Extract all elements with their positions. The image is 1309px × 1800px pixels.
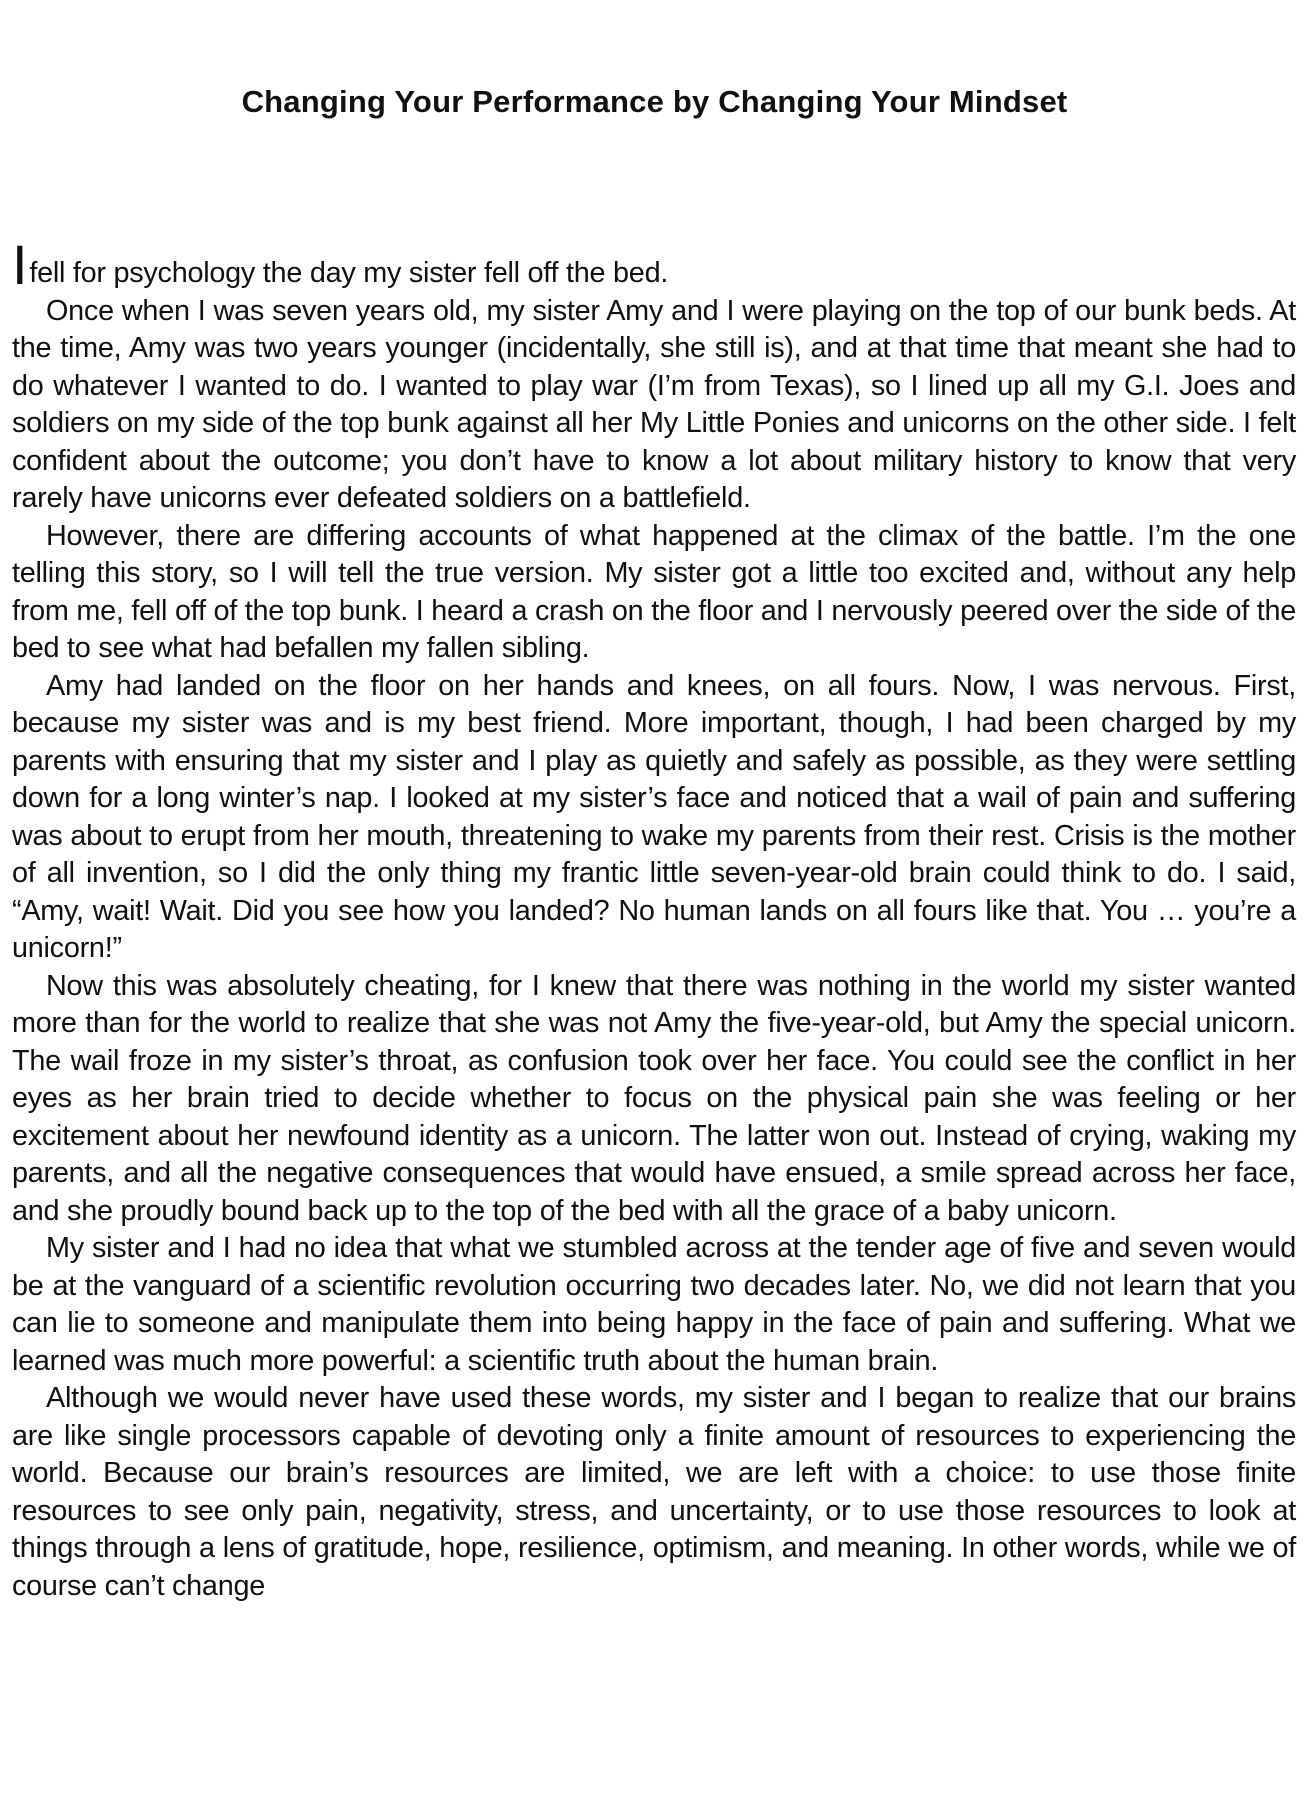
paragraph: However, there are differing accounts of what happened at the climax of the battle. I’m the one telling this story, so I will tell the true version. My sister got a little too excited and, without any help from me, fell off of the top bunk. I heard a crash on the floor and I nervously peered over the side of the bed to see what had befallen my fallen sibling. xyxy=(12,519,1296,664)
paragraph: My sister and I had no idea that what we stumbled across at the tender age of five and seven would be at the vanguard of a scientific revolution occurring two decades later. No, we did not learn that you can lie to someone and manipulate them into being happy in the face of pain and suffering. What we learned was much more powerful: a scientific truth about the human brain. xyxy=(12,1232,1296,1377)
paragraph: Now this was absolutely cheating, for I knew that there was nothing in the world my sister wanted more than for the world to realize that she was not Amy the five-year-old, but Amy the special unicorn. The wail froze in my sister’s throat, as confusion took over her face. You could see the conflict in her eyes as her brain tried to decide whether to focus on the physical pain she was feeling or her excitement about her newfound identity as a unicorn. The latter won out. Instead of crying, waking my parents, and all the negative consequences that would have ensued, a smile spread across her face, and she proudly bound back up to the top of the bed with all the grace of a baby unicorn. xyxy=(12,969,1296,1227)
opening-sentence: fell for psychology the day my sister fell off the bed. xyxy=(29,257,669,289)
opening-paragraph xyxy=(12,233,1296,296)
body-text xyxy=(12,233,1296,1605)
paragraph: Once when I was seven years old, my sister Amy and I were playing on the top of our bunk beds. At the time, Amy was two years younger (incidentally, she still is), and at that time that meant she had to do whatever I wanted to do. I wanted to play war (I’m from Texas), so I lined up all my G.I. Joes and soldiers on my side of the top bunk against all her My Little Ponies and unicorns on the other side. I felt confident about the outcome; you don’t have to know a lot about military history to know that very rarely have unicorns ever defeated soldiers on a battlefield. xyxy=(12,294,1296,514)
page-title: Changing Your Performance by Changing Your Mindset xyxy=(241,84,1068,119)
drop-cap: I xyxy=(12,233,28,296)
paragraph: Although we would never have used these words, my sister and I began to realize that our brains are like single processors capable of devoting only a finite amount of resources to experiencing the world. Because our brain’s resources are limited, we are left with a choice: to use those finite resources to see only pain, negativity, stress, and uncertainty, or to use those resources to look at things through a lens of gratitude, hope, resilience, optimism, and meaning. In other words, while we of course can’t change xyxy=(12,1382,1296,1602)
paragraph: Amy had landed on the floor on her hands and knees, on all fours. Now, I was nervous. First, because my sister was and is my best friend. More important, though, I had been charged by my parents with ensuring that my sister and I play as quietly and safely as possible, as they were settling down for a long winter’s nap. I looked at my sister’s face and noticed that a wail of pain and suffering was about to erupt from her mouth, threatening to wake my parents from their rest. Crisis is the mother of all invention, so I did the only thing my frantic little seven-year-old brain could think to do. I said, “Amy, wait! Wait. Did you see how you landed? No human lands on all fours like that. You … you’re a unicorn!” xyxy=(12,669,1296,964)
